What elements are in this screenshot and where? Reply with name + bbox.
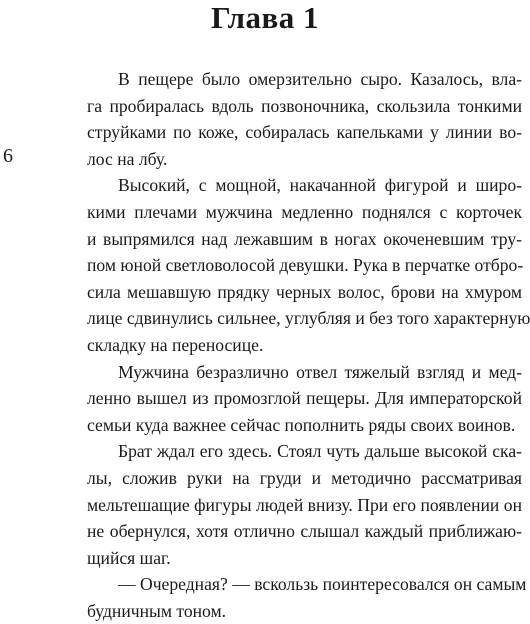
paragraph — [56, 359, 522, 439]
text-line: мельтешащие фигуры людей внизу. При его появлении он — [87, 494, 522, 515]
chapter-title: Глава 1 — [210, 0, 320, 35]
text-line: лы, сложив руки на груди и методично рассматривая — [87, 467, 522, 488]
text-line: семьи куда важнее сейчас пополнить ряды своих воинов. — [87, 414, 516, 435]
paragraph — [56, 172, 530, 358]
text-line: кими плечами мужчина медленно поднялся с корточек — [87, 201, 522, 222]
text-line: лице сдвинулись сильнее, углубляя и без того характерную — [87, 308, 530, 329]
text-line: Мужчина безразлично отвел тяжелый взгляд и мед- — [118, 361, 522, 382]
page-number: 6 — [3, 145, 13, 167]
text-line: лос на лбу. — [87, 148, 168, 169]
text-line: ленно вышел из промозглой пещеры. Для императорской — [87, 388, 522, 409]
text-line: пом юной светловолосой девушки. Рука в перчатке отбро- — [87, 255, 524, 276]
text-line: не обернулся, хотя отлично слышал каждый приближаю- — [87, 521, 522, 542]
paragraph — [56, 571, 527, 624]
text-line: струйками по коже, собиралась капельками у линии во- — [87, 122, 522, 143]
text-line: В пещере было омерзительно сыро. Казалось, вла- — [118, 69, 522, 89]
text-line: Высокий, с мощной, накачанной фигурой и широ- — [118, 175, 522, 196]
text-line: складку на переносице. — [87, 334, 264, 355]
paragraph — [56, 66, 522, 172]
text-line: Брат ждал его здесь. Стоял чуть дальше высокой ска- — [118, 441, 522, 462]
text-line: сила мешавшую прядку черных волос, брови на хмуром — [87, 281, 522, 302]
text-line: щийся шаг. — [87, 547, 171, 568]
chapter-body — [56, 66, 530, 624]
text-line: — Очередная? — вскользь поинтересовался он самым — [118, 574, 527, 595]
text-line: и выпрямился над лежавшим в ногах окоченевшим тру- — [87, 228, 522, 249]
text-line: будничным тоном. — [87, 600, 227, 621]
text-line: га пробиралась вдоль позвоночника, скользила тонкими — [87, 95, 522, 116]
paragraph — [56, 438, 522, 571]
